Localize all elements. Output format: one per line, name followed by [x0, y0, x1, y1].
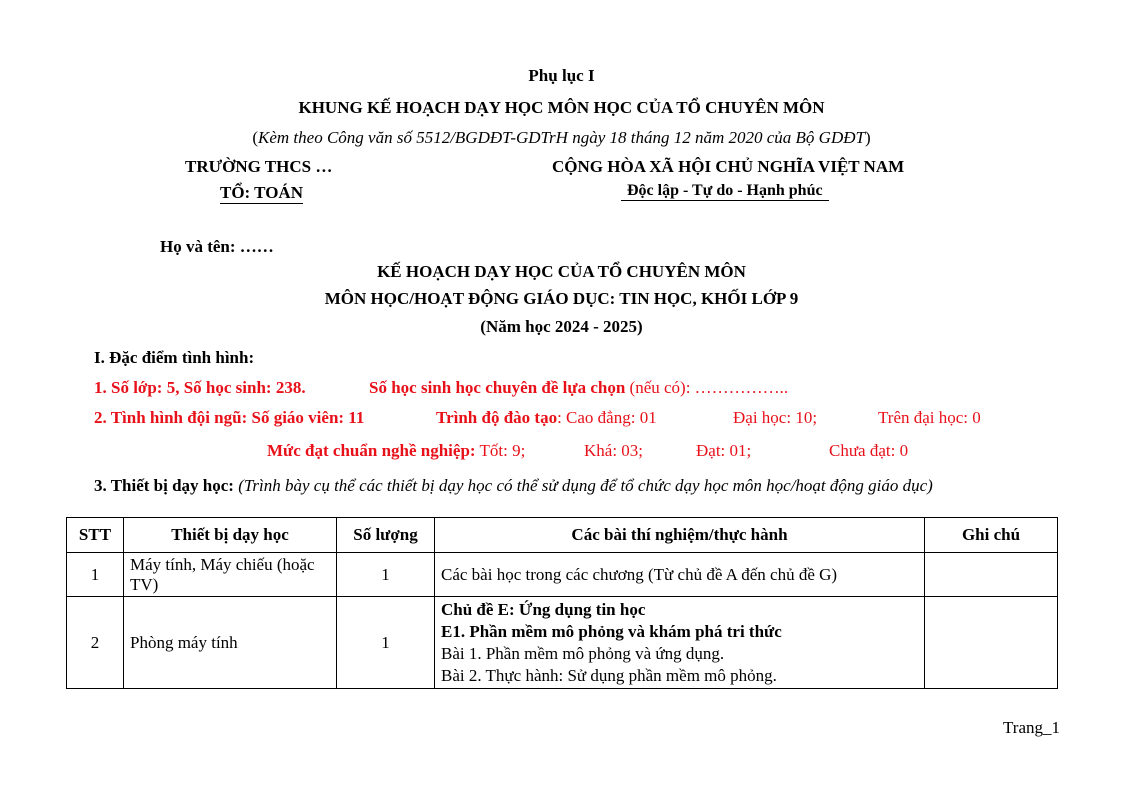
table-row — [67, 553, 1058, 597]
framework-title: KHUNG KẾ HOẠCH DẠY HỌC MÔN HỌC CỦA TỔ CHUYÊN MÔN — [298, 98, 825, 117]
table-header-row — [67, 518, 1058, 553]
lesson-item: Bài 2. Thực hành: Sử dụng phần mềm mô phỏng. — [441, 665, 777, 685]
header-note: Ghi chú — [925, 518, 1058, 553]
equipment-heading: 3. Thiết bị dạy học: (Trình bày cụ thể các thiết bị dạy học có thể sử dụng để tổ chức dạy học môn học/hoạt động giáo dục) — [94, 476, 933, 495]
department-name: TỔ: TOÁN — [220, 183, 303, 202]
lesson-item: Bài 1. Phần mềm mô phỏng và ứng dụng. — [441, 643, 725, 663]
school-name: TRƯỜNG THCS … — [185, 157, 333, 176]
subject-title: MÔN HỌC/HOẠT ĐỘNG GIÁO DỤC: TIN HỌC, KHỐI LỚP 9 — [324, 289, 799, 308]
elective-students: Số học sinh học chuyên đề lựa chọn (nếu có): …………….. — [369, 378, 789, 397]
equipment-table — [66, 517, 1058, 689]
cell-quantity: 1 — [337, 597, 435, 689]
republic-name: CỘNG HÒA XÃ HỘI CHỦ NGHĨA VIỆT NAM — [552, 157, 905, 176]
standard-level: Mức đạt chuẩn nghề nghiệp: Tốt: 9; — [267, 441, 526, 460]
pass-count: Đạt: 01; — [696, 441, 752, 460]
cell-device: Máy tính, Máy chiếu (hoặc TV) — [124, 553, 337, 597]
class-count: 1. Số lớp: 5, Số học sinh: 238. — [94, 378, 306, 397]
cell-lessons: Các bài học trong các chương (Từ chủ đề A đến chủ đề G) — [435, 553, 925, 597]
cell-device: Phòng máy tính — [124, 597, 337, 689]
not-pass-count: Chưa đạt: 0 — [829, 441, 909, 460]
cell-quantity: 1 — [337, 553, 435, 597]
lesson-subtopic: E1. Phần mềm mô phỏng và khám phá tri thức — [441, 621, 782, 641]
teacher-count: 2. Tình hình đội ngũ: Số giáo viên: 11 — [94, 408, 365, 427]
lesson-topic: Chủ đề E: Ứng dụng tin học — [441, 599, 646, 619]
header-lessons: Các bài thí nghiệm/thực hành — [435, 518, 925, 553]
training-level: Trình độ đào tạo: Cao đẳng: 01 — [436, 408, 657, 427]
cell-lessons — [435, 597, 925, 689]
table-row — [67, 597, 1058, 689]
motto: Độc lập - Tự do - Hạnh phúc — [621, 182, 829, 201]
plan-title: KẾ HOẠCH DẠY HỌC CỦA TỔ CHUYÊN MÔN — [377, 262, 746, 281]
cell-note — [925, 597, 1058, 689]
postgrad-count: Trên đại học: 0 — [878, 408, 981, 427]
section-situation: I. Đặc điểm tình hình: — [94, 348, 255, 367]
header-stt: STT — [67, 518, 124, 553]
header-device: Thiết bị dạy học — [124, 518, 337, 553]
appendix-label: Phụ lục I — [528, 66, 595, 85]
school-year: (Năm học 2024 - 2025) — [480, 317, 643, 336]
cell-note — [925, 553, 1058, 597]
fair-count: Khá: 03; — [584, 441, 644, 460]
header-quantity: Số lượng — [337, 518, 435, 553]
page-number: Trang_1 — [1003, 718, 1060, 737]
university-count: Đại học: 10; — [733, 408, 818, 427]
name-line: Họ và tên: …… — [160, 237, 274, 256]
attached-note: (Kèm theo Công văn số 5512/BGDĐT-GDTrH ngày 18 tháng 12 năm 2020 của Bộ GDĐT) — [252, 128, 871, 147]
cell-stt: 1 — [67, 553, 124, 597]
cell-stt: 2 — [67, 597, 124, 689]
